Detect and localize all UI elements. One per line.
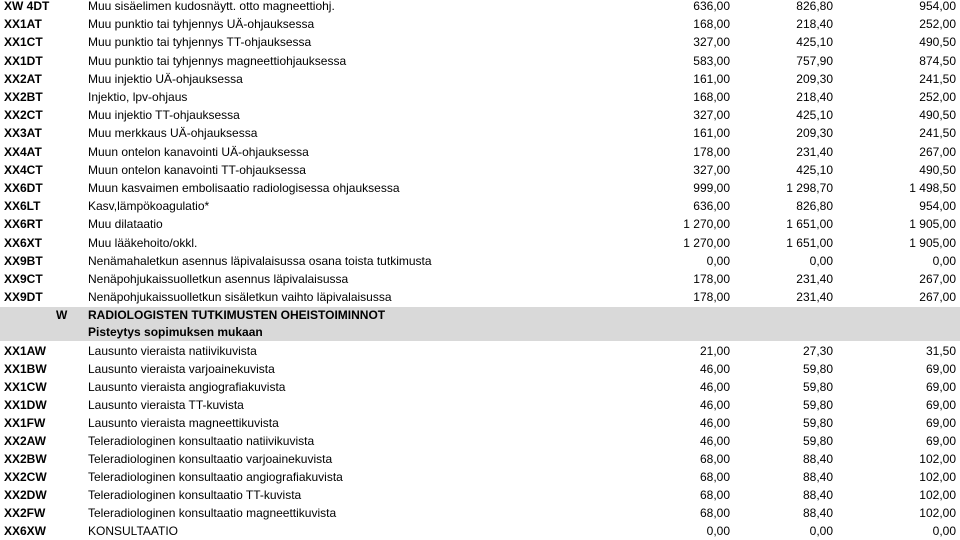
row-value-3: 69,00 — [925, 416, 956, 430]
section-w-subtitle: Pisteytys sopimuksen mukaan — [88, 325, 263, 339]
table-row — [0, 414, 960, 432]
row-value-3: 69,00 — [925, 434, 956, 448]
row-code: XX6LT — [4, 199, 41, 214]
row-code: XX4CT — [4, 162, 43, 177]
section-w-subheader — [0, 324, 960, 341]
table-row — [0, 468, 960, 486]
row-value-2: 27,30 — [802, 344, 833, 358]
row-description: Lausunto vieraista angiografiakuvista — [88, 380, 286, 394]
row-code: XX2AW — [4, 434, 47, 448]
row-description: Lausunto vieraista magneettikuvista — [88, 416, 279, 430]
row-value-2: 425,10 — [796, 35, 833, 50]
table-row — [0, 252, 960, 270]
row-value-3: 69,00 — [925, 380, 956, 394]
row-value-2: 88,40 — [802, 488, 833, 502]
row-value-3: 102,00 — [919, 470, 956, 484]
row-code: XX2BW — [4, 452, 47, 466]
row-description: Muu punktio tai tyhjennys UÄ-ohjauksessa — [88, 17, 315, 32]
row-code: XX2CW — [4, 470, 47, 484]
row-value-3: 267,00 — [919, 272, 956, 286]
row-value-2: 1 651,00 — [786, 235, 833, 250]
row-code: XX9DT — [4, 290, 43, 305]
row-value-3: 267,00 — [919, 144, 956, 159]
row-code: XX1AT — [4, 17, 42, 32]
row-value-3: 241,50 — [919, 126, 956, 141]
row-value-1: 46,00 — [699, 434, 730, 448]
row-value-3: 102,00 — [919, 488, 956, 502]
row-value-1: 327,00 — [693, 162, 730, 177]
table-row — [0, 124, 960, 142]
table-row — [0, 378, 960, 396]
row-value-1: 583,00 — [693, 53, 730, 68]
row-value-1: 636,00 — [693, 199, 730, 214]
row-value-2: 231,40 — [796, 272, 833, 286]
row-description: Nenäpohjukaissuolletkun asennus läpivalaisussa — [88, 272, 349, 286]
table-row — [0, 396, 960, 414]
table-row — [0, 432, 960, 450]
row-description: Nenämahaletkun asennus läpivalaisussa osana toista tutkimusta — [88, 253, 432, 268]
row-description: Lausunto vieraista natiivikuvista — [88, 344, 257, 358]
row-code: XX2BT — [4, 90, 43, 104]
row-value-1: 1 270,00 — [683, 235, 730, 250]
table-row — [0, 486, 960, 504]
row-value-2: 425,10 — [796, 162, 833, 177]
row-value-3: 1 498,50 — [909, 181, 956, 195]
row-code: XX3AT — [4, 126, 42, 141]
row-description: Muun kasvaimen embolisaatio radiologisessa ohjauksessa — [88, 181, 400, 195]
row-description: Injektio, lpv-ohjaus — [88, 90, 188, 104]
row-code: XX2FW — [4, 506, 46, 520]
row-description: Muu punktio tai tyhjennys magneettiohjauksessa — [88, 53, 347, 68]
row-value-2: 59,80 — [802, 380, 833, 394]
row-value-2: 209,30 — [796, 71, 833, 86]
row-description: Muu merkkaus UÄ-ohjauksessa — [88, 126, 258, 141]
row-value-3: 1 905,00 — [909, 235, 956, 250]
row-code: XX1CW — [4, 380, 47, 394]
row-description: Teleradiologinen konsultaatio varjoainekuvista — [88, 452, 333, 466]
row-value-3: 0,00 — [932, 524, 956, 538]
row-value-1: 68,00 — [699, 470, 730, 484]
table-row — [0, 179, 960, 197]
table-row — [0, 342, 960, 360]
section-w-title: RADIOLOGISTEN TUTKIMUSTEN OHEISTOIMINNOT — [88, 308, 386, 322]
table-row — [0, 70, 960, 88]
row-value-1: 178,00 — [693, 144, 730, 159]
table-row — [0, 270, 960, 288]
row-value-3: 954,00 — [919, 0, 956, 13]
row-code: XX2AT — [4, 71, 42, 86]
row-value-3: 1 905,00 — [909, 217, 956, 232]
table-row — [0, 106, 960, 124]
row-value-2: 0,00 — [809, 253, 833, 268]
row-description: Muu injektio UÄ-ohjauksessa — [88, 71, 243, 86]
row-description: Muu dilataatio — [88, 217, 163, 232]
row-code: XX6XT — [4, 235, 43, 250]
row-value-1: 168,00 — [693, 17, 730, 32]
row-value-1: 21,00 — [699, 344, 730, 358]
row-value-1: 46,00 — [699, 380, 730, 394]
table-row — [0, 215, 960, 233]
row-value-3: 31,50 — [925, 344, 956, 358]
row-value-1: 168,00 — [693, 90, 730, 104]
row-value-1: 999,00 — [693, 181, 730, 195]
row-value-2: 218,40 — [796, 90, 833, 104]
table-row — [0, 143, 960, 161]
row-description: Muu lääkehoito/okkl. — [88, 235, 198, 250]
table-row — [0, 450, 960, 468]
row-value-1: 46,00 — [699, 398, 730, 412]
table-row — [0, 522, 960, 540]
row-value-2: 0,00 — [809, 524, 833, 538]
row-description: Muun ontelon kanavointi UÄ-ohjauksessa — [88, 144, 309, 159]
row-value-3: 874,50 — [919, 53, 956, 68]
row-description: Muu sisäelimen kudosnäytt. otto magneettiohj. — [88, 0, 335, 13]
row-description: Teleradiologinen konsultaatio TT-kuvista — [88, 488, 302, 502]
row-value-1: 0,00 — [706, 524, 730, 538]
table-row — [0, 288, 960, 306]
row-code: XX4AT — [4, 144, 42, 159]
row-value-3: 241,50 — [919, 71, 956, 86]
row-code: XX1BW — [4, 362, 47, 376]
row-value-2: 218,40 — [796, 17, 833, 32]
row-description: Muu punktio tai tyhjennys TT-ohjauksessa — [88, 35, 312, 50]
row-description: Teleradiologinen konsultaatio angiografiakuvista — [88, 470, 343, 484]
row-description: Nenäpohjukaissuolletkun sisäletkun vaihto läpivalaisussa — [88, 290, 392, 305]
row-value-2: 59,80 — [802, 434, 833, 448]
row-code: XX1CT — [4, 35, 43, 50]
row-value-2: 826,80 — [796, 199, 833, 214]
row-code: XX1DT — [4, 53, 43, 68]
section-w-header — [0, 307, 960, 324]
table-row — [0, 88, 960, 106]
row-value-1: 178,00 — [693, 290, 730, 305]
table-row — [0, 33, 960, 51]
row-value-1: 68,00 — [699, 506, 730, 520]
row-value-1: 327,00 — [693, 108, 730, 123]
row-value-2: 88,40 — [802, 452, 833, 466]
row-value-1: 68,00 — [699, 452, 730, 466]
row-code: XW 4DT — [4, 0, 50, 13]
table-row — [0, 15, 960, 33]
row-value-1: 46,00 — [699, 416, 730, 430]
row-value-3: 102,00 — [919, 452, 956, 466]
row-code: XX9BT — [4, 253, 43, 268]
row-description: Kasv,lämpökoagulatio* — [88, 199, 210, 214]
row-code: XX6RT — [4, 217, 43, 232]
row-value-2: 1 651,00 — [786, 217, 833, 232]
table-row — [0, 360, 960, 378]
row-value-2: 59,80 — [802, 362, 833, 376]
row-description: Teleradiologinen konsultaatio magneettikuvista — [88, 506, 337, 520]
row-code: XX2CT — [4, 108, 43, 123]
row-value-3: 252,00 — [919, 90, 956, 104]
section-w-code: W — [56, 308, 68, 322]
row-value-3: 69,00 — [925, 362, 956, 376]
row-value-2: 88,40 — [802, 506, 833, 520]
row-code: XX1FW — [4, 416, 46, 430]
row-value-3: 102,00 — [919, 506, 956, 520]
row-value-3: 0,00 — [932, 253, 956, 268]
row-code: XX6XW — [4, 524, 47, 538]
table-row — [0, 0, 960, 15]
row-code: XX1AW — [4, 344, 47, 358]
row-value-2: 1 298,70 — [786, 181, 833, 195]
row-value-3: 490,50 — [919, 162, 956, 177]
row-code: XX6DT — [4, 181, 43, 195]
row-value-2: 59,80 — [802, 398, 833, 412]
row-value-1: 636,00 — [693, 0, 730, 13]
row-value-3: 252,00 — [919, 17, 956, 32]
row-value-1: 1 270,00 — [683, 217, 730, 232]
row-value-3: 69,00 — [925, 398, 956, 412]
table-row — [0, 504, 960, 522]
row-value-2: 757,90 — [796, 53, 833, 68]
row-code: XX2DW — [4, 488, 47, 502]
row-description: Teleradiologinen konsultaatio natiivikuvista — [88, 434, 315, 448]
table-row — [0, 197, 960, 215]
row-value-3: 954,00 — [919, 199, 956, 214]
row-value-1: 0,00 — [706, 253, 730, 268]
row-value-3: 490,50 — [919, 35, 956, 50]
row-code: XX9CT — [4, 272, 43, 286]
row-value-1: 46,00 — [699, 362, 730, 376]
row-value-1: 68,00 — [699, 488, 730, 502]
row-value-2: 209,30 — [796, 126, 833, 141]
table-row — [0, 52, 960, 70]
row-value-1: 327,00 — [693, 35, 730, 50]
row-value-2: 231,40 — [796, 290, 833, 305]
row-description: KONSULTAATIO — [88, 524, 179, 538]
row-description: Muu injektio TT-ohjauksessa — [88, 108, 240, 123]
row-value-1: 178,00 — [693, 272, 730, 286]
row-description: Lausunto vieraista TT-kuvista — [88, 398, 244, 412]
table-row — [0, 161, 960, 179]
row-value-1: 161,00 — [693, 71, 730, 86]
table-row — [0, 234, 960, 252]
row-value-2: 826,80 — [796, 0, 833, 13]
row-description: Muun ontelon kanavointi TT-ohjauksessa — [88, 162, 306, 177]
row-value-1: 161,00 — [693, 126, 730, 141]
row-value-2: 425,10 — [796, 108, 833, 123]
row-value-2: 59,80 — [802, 416, 833, 430]
row-value-2: 231,40 — [796, 144, 833, 159]
row-description: Lausunto vieraista varjoainekuvista — [88, 362, 275, 376]
row-value-3: 267,00 — [919, 290, 956, 305]
row-code: XX1DW — [4, 398, 47, 412]
row-value-2: 88,40 — [802, 470, 833, 484]
row-value-3: 490,50 — [919, 108, 956, 123]
